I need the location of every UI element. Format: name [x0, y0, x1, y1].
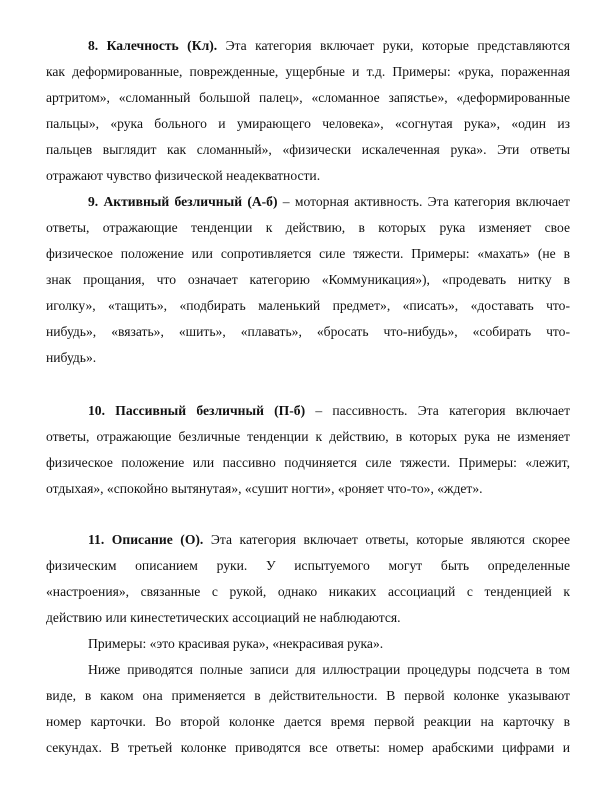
- paragraph-8-line: отражают чувство физической неадекватности.: [46, 168, 321, 183]
- paragraph-8-line: пальцев выглядит как сломанный», «физически искалеченная рука». Эти ответы: [46, 142, 570, 157]
- paragraph-9-line: нибудь», «вязать», «шить», «плавать», «бросать что-нибудь», «собирать что-: [46, 324, 570, 339]
- paragraph-8-heading: 8. Калечность (Кл).: [88, 38, 218, 53]
- paragraph-10: [46, 398, 570, 502]
- paragraph-9-line: ответы, отражающие тенденции к действию, в которых рука изменяет свое: [46, 220, 570, 235]
- paragraph-10-line: – пассивность. Эта категория включает: [305, 403, 571, 418]
- paragraph-examples: [46, 631, 570, 657]
- paragraph-9-line: нибудь».: [46, 350, 97, 365]
- paragraph-9-heading: 9. Активный безличный (А-б): [88, 194, 278, 209]
- paragraph-spacer: [88, 371, 570, 398]
- examples-line: Примеры: «это красивая рука», «некрасивая рука».: [88, 636, 384, 651]
- paragraph-8-line: как деформированные, поврежденные, ущербные и т.д. Примеры: «рука, пораженная: [46, 64, 570, 79]
- paragraph-11-line: «настроения», связанные с рукой, однако никаких ассоциаций с тенденцией к: [46, 584, 570, 599]
- paragraph-9-line: – моторная активность. Эта категория включает: [277, 194, 570, 209]
- procedure-line: Ниже приводятся полные записи для иллюстрации процедуры подсчета в том: [88, 662, 570, 677]
- paragraph-9-line: иголку», «тащить», «подбирать маленький предмет», «писать», «доставать что-: [46, 298, 570, 313]
- paragraph-8-line: Эта категория включает руки, которые представляются: [217, 38, 570, 53]
- procedure-line: номер карточки. Во второй колонке дается время первой реакции на карточку в: [46, 714, 570, 729]
- paragraph-9: [46, 189, 570, 371]
- paragraph-11-heading: 11. Описание (О).: [88, 532, 204, 547]
- paragraph-8-line: пальцы», «рука больного и умирающего человека», «согнутая рука», «один из: [46, 116, 570, 131]
- paragraph-10-line: физическое положение или пассивно подчиняется силе тяжести. Примеры: «лежит,: [46, 455, 570, 470]
- paragraph-spacer: [88, 502, 570, 527]
- paragraph-11-line: действию или кинестетических ассоциаций не наблюдаются.: [46, 610, 401, 625]
- procedure-line: секундах. В третьей колонке приводятся все ответы: номер арабскими цифрами и: [46, 740, 570, 755]
- paragraph-10-heading: 10. Пассивный безличный (П-б): [88, 403, 306, 418]
- paragraph-10-line: ответы, отражающие безличные тенденции к действию, в которых рука не изменяет: [46, 429, 570, 444]
- paragraph-11: [46, 527, 570, 631]
- paragraph-8: [46, 33, 570, 189]
- paragraph-10-line: отдыхая», «спокойно вытянутая», «сушит ногти», «роняет что-то», «ждет».: [46, 481, 483, 496]
- paragraph-11-line: Эта категория включает ответы, которые являются скорее: [203, 532, 570, 547]
- paragraph-11-line: физическим описанием руки. У испытуемого могут быть определенные: [46, 558, 570, 573]
- paragraph-8-line: артритом», «сломанный большой палец», «сломанное запястье», «деформированные: [46, 90, 570, 105]
- paragraph-9-line: знак прощания, что означает категорию «Коммуникация»), «продевать нитку в: [46, 272, 570, 287]
- paragraph-9-line: физическое положение или сопротивляется силе тяжести. Примеры: «махать» (не в: [46, 246, 570, 261]
- paragraph-procedure: [46, 657, 570, 761]
- procedure-line: виде, в каком она применяется в действительности. В первой колонке указывают: [46, 688, 570, 703]
